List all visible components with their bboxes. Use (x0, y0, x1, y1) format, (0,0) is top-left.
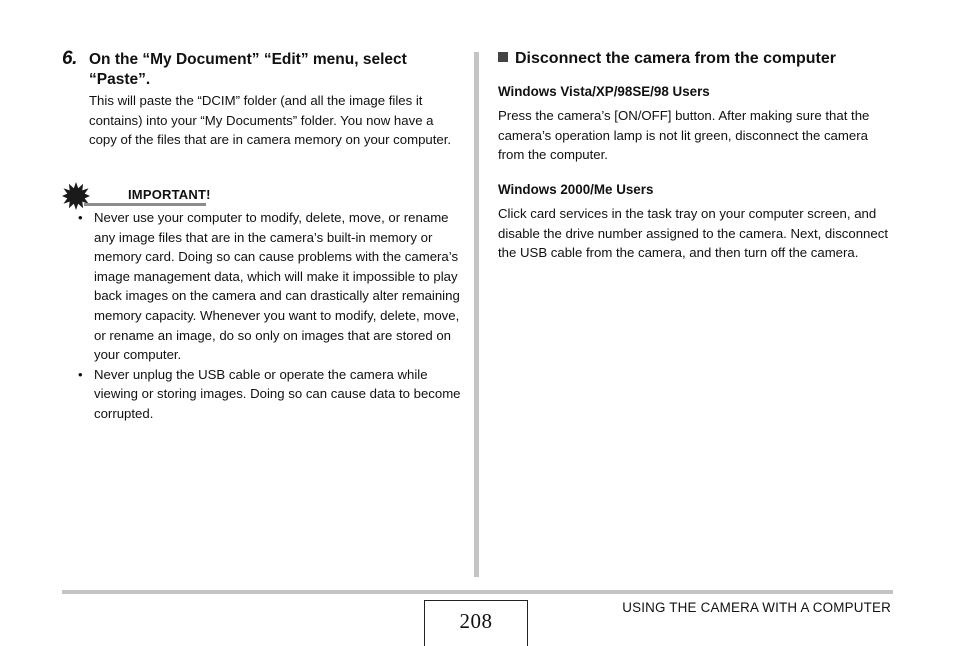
vista-heading: Windows Vista/XP/98SE/98 Users (498, 84, 710, 99)
bullet-icon: • (78, 366, 83, 382)
important-list (72, 208, 467, 424)
page-number-box (424, 600, 528, 646)
step-body: This will paste the “DCIM” folder (and all the image files it contains) into your “My Documents” folder. You now have a copy of the files that are in camera memory on your computer. (89, 93, 452, 148)
step-number: 6. (62, 48, 77, 69)
important-item-text: Never unplug the USB cable or operate the camera while viewing or storing images. Doing so can cause data to become corrupted. (94, 366, 461, 421)
important-underline (84, 203, 206, 206)
important-header (62, 182, 212, 210)
win2000-heading: Windows 2000/Me Users (498, 182, 654, 197)
important-item-text: Never use your computer to modify, delete, move, or rename any image files that are in the camera’s built-in memory or memory card. Doing so can cause problems with the camera’s image management data, which will make it impossible to play back images on the camera and can drastically alter remaining memory capacity. Whenever you want to modify, delete, move, or rename an image, do so only on images that are stored on your computer. (94, 210, 460, 363)
page-number: 208 (459, 609, 493, 633)
footer-rule (62, 590, 893, 594)
win2000-body: Click card services in the task tray on your computer screen, and disable the drive number assigned to the camera. Next, disconnect the USB cable from the camera, and then turn off the camera. (498, 206, 888, 261)
step-heading: On the “My Document” “Edit” menu, select “Paste”. (89, 51, 407, 88)
important-label: IMPORTANT! (128, 187, 211, 202)
section-heading (498, 49, 898, 69)
footer-section-label: USING THE CAMERA WITH A COMPUTER (622, 600, 891, 615)
square-bullet-icon (498, 52, 508, 62)
column-divider (474, 52, 479, 577)
important-list-item (72, 208, 467, 365)
bullet-icon: • (78, 210, 83, 225)
vista-body: Press the camera’s [ON/OFF] button. After making sure that the camera’s operation lamp is not lit green, disconnect the camera from the computer. (498, 108, 870, 163)
important-list-item (72, 365, 467, 424)
section-heading-text: Disconnect the camera from the computer (515, 50, 836, 67)
